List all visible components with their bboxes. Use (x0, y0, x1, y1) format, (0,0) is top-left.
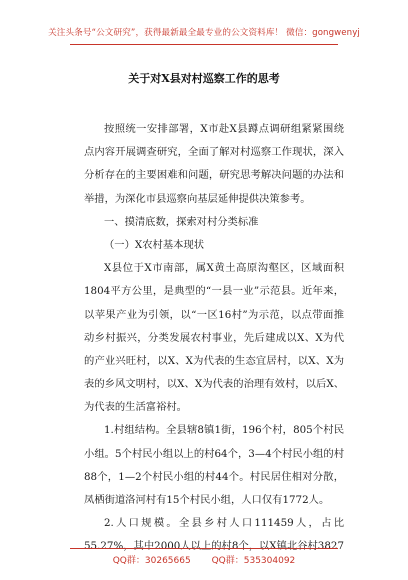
paragraph-line: 55.27%，其中2000人以上的村8个，以X镇北谷村3827 (84, 540, 344, 553)
paragraph-line: X县位于X市南部，属X黄土高原沟壑区，区域面积 (104, 262, 344, 275)
paragraph-line: 凤栖街道洛河村有15个村民小组，人口仅有1772人。 (84, 494, 330, 506)
document-body (84, 118, 344, 559)
footer-qq-group-2: QQ群：535304092 (211, 556, 296, 566)
paragraph-line: 以苹果产业为引领，以“一区16村”为示范，以点带面推 (84, 308, 344, 321)
footer-contacts (0, 553, 408, 566)
footer-divider (70, 548, 338, 549)
paragraph-line: 88个，1—2个村民小组的村44个。村民居住相对分散， (84, 470, 344, 483)
section-heading: 一、摸清底数，探索对村分类标准 (104, 215, 259, 228)
paragraph-line: 表的乡风文明村，以X、X为代表的治理有效村，以后X、 (84, 378, 344, 391)
header-banner: 关注头条号“公文研究”，获得最新最全最专业的公文资料库！ 微信：gongwenyj (48, 28, 360, 38)
paragraph-line: 举措，为深化市县巡察向基层延伸提供决策参考。 (84, 192, 311, 205)
paragraph-line: 动乡村振兴，分类发展农村事业，先后建成以X、X为代 (84, 331, 344, 344)
document-title: 关于对X县对村巡察工作的思考 (128, 72, 280, 85)
footer-qq-group-1: QQ群：30265665 (112, 556, 191, 566)
paragraph-line: 小组。5个村民小组以上的村64个，3—4个村民小组的村 (84, 447, 344, 460)
paragraph-line: 1.村组结构。全县辖8镇1街，196个村，805个村民 (104, 424, 344, 437)
paragraph-line: 按照统一安排部署，X市赴X县蹲点调研组紧紧围绕 (104, 123, 344, 135)
paragraph-line: 点内容开展调查研究，全面了解对村巡察工作现状，深入 (84, 146, 344, 159)
subsection-heading: （一）X农村基本现状 (104, 238, 205, 251)
header-divider (70, 44, 338, 45)
paragraph-line: 分析存在的主要困难和问题，研究思考解决问题的办法和 (84, 169, 344, 182)
paragraph-line: 1804平方公里，是典型的“一县一业”示范县。近年来， (84, 285, 344, 298)
paragraph-line: 2.人口规模。全县乡村人口111459人，占比 (104, 517, 344, 530)
paragraph-line: 的产业兴旺村，以X、X为代表的生态宜居村，以X、X为 (84, 354, 344, 367)
paragraph-line: 为代表的生活富裕村。 (84, 401, 187, 414)
